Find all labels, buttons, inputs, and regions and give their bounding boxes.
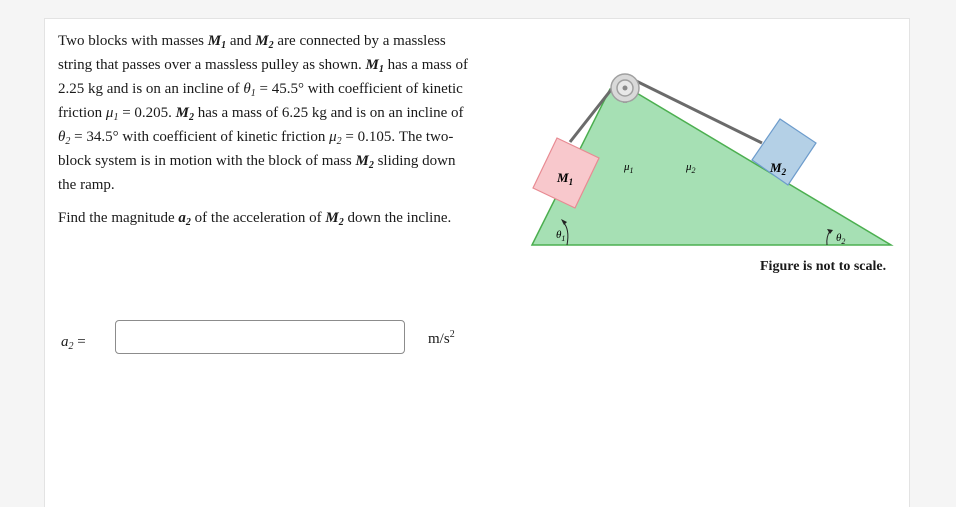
answer-input[interactable] (115, 320, 405, 354)
question-card (44, 18, 910, 507)
pulley-axle (623, 86, 628, 91)
block-m1-label: $M_1$ (557, 170, 574, 187)
problem-text (58, 29, 468, 230)
mu-2-symbol: $\mu_2$ (329, 129, 342, 147)
a2-symbol: $a_2$ (178, 210, 191, 228)
mass-2-symbol: $M_2$ (175, 105, 194, 123)
mu-1-symbol: $\mu_1$ (105, 105, 119, 123)
answer-label: $a_2$ = (61, 334, 86, 352)
figure-caption: Figure is not to scale. (760, 259, 887, 274)
theta2-label: $\theta_2$ (836, 232, 846, 246)
block-m2-label: $M_2$ (770, 160, 787, 177)
mass-1-symbol: $M_1$ (207, 33, 227, 51)
mass-2-symbol: $M_2$ (255, 33, 274, 51)
mass-2-symbol: $M_2$ (325, 210, 344, 228)
problem-paragraph-2: Find the magnitude $a_2$ of the acceleration of $M_2$ down the incline. (58, 210, 452, 228)
theta-2-symbol: $\theta_2$ (58, 129, 71, 147)
mass-2-symbol: $M_2$ (355, 153, 374, 171)
theta1-label: $\theta_1$ (556, 229, 566, 243)
mu2-label: $\mu_2$ (686, 161, 696, 175)
answer-unit: $m/s^2$ (428, 329, 455, 347)
incline-figure (530, 69, 900, 259)
mu1-label: $\mu_1$ (624, 161, 634, 175)
mass-1-symbol: $M_1$ (365, 57, 384, 75)
theta-1-symbol: $\theta_1$ (243, 81, 256, 99)
problem-paragraph-1: Two blocks with masses $M_1$ and $M_2$ are connected by a massless string that passes over a massless pulley as shown. $M_1$ has a mass of 2.25 kg and is on an incline of $\theta_1 = 45.5^\circ$ with coefficient of kinetic friction $\mu_1 = 0.205$. $M_2$ has a mass of 6.25 kg and is on an incline of $\theta_2 = 34.5^\circ$ with coefficient of kinetic friction $\mu_2 = 0.105$. The two-block system is in motion with the block of mass $M_2$ sliding down the ramp. (58, 33, 468, 193)
